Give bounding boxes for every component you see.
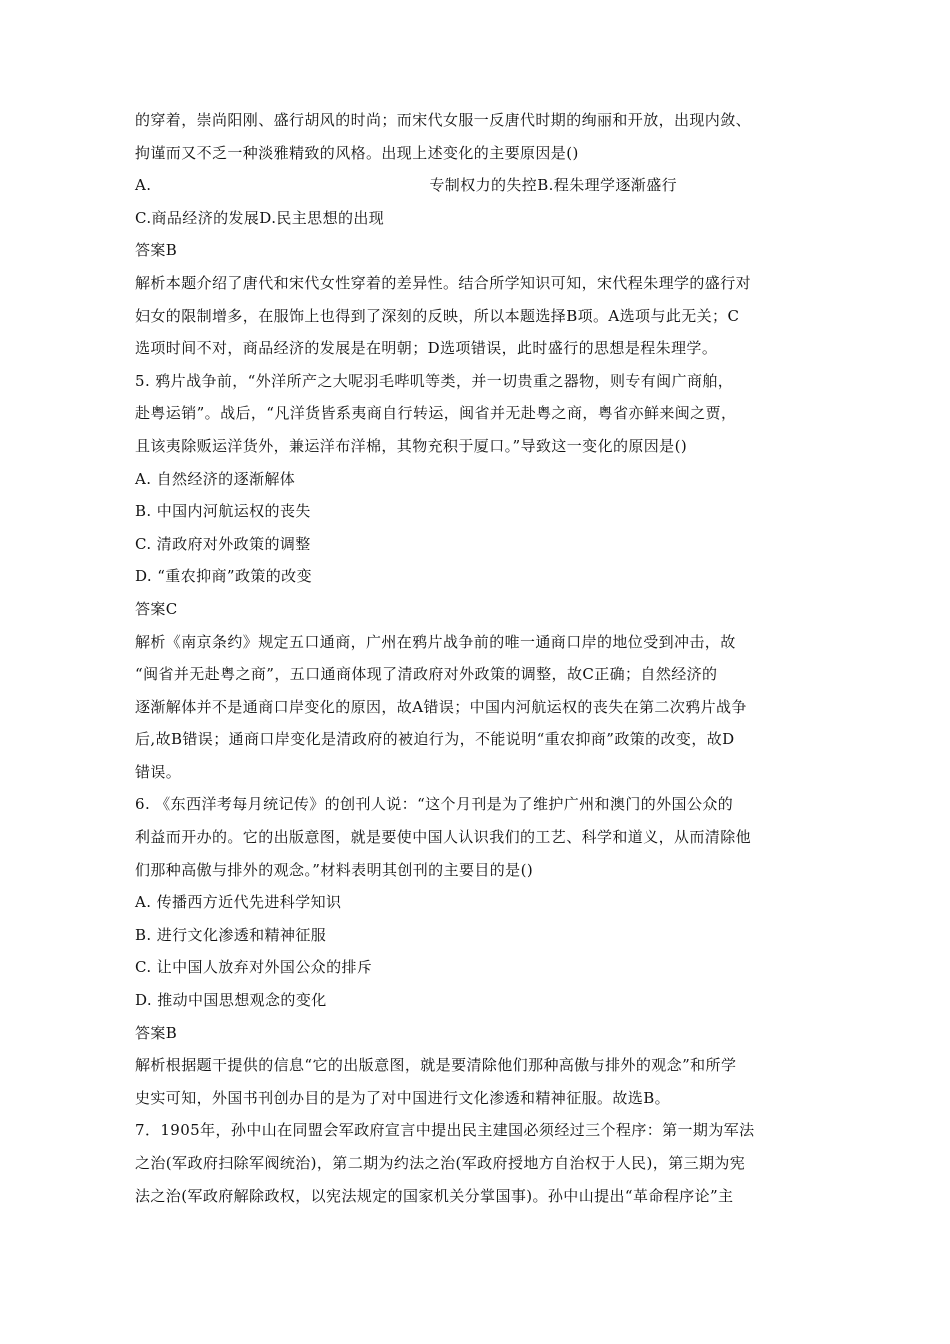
option-line: B. 中国内河航运权的丧失 <box>135 502 311 521</box>
document-body <box>135 104 835 1212</box>
answer-line: 答案B <box>135 241 178 260</box>
question-5-line: 且该夷除贩运洋货外，兼运洋布洋棉，其物充积于厦口。”导致这一变化的原因是() <box>135 436 688 455</box>
analysis-line: 后,故B错误；通商口岸变化是清政府的被迫行为，不能说明“重农抑商”政策的改变，故D <box>135 730 735 749</box>
option-a-label: A. <box>135 176 152 195</box>
analysis-line: 选项时间不对，商品经济的发展是在明朝；D选项错误，此时盛行的思想是程朱理学。 <box>135 339 718 358</box>
analysis-line: 解析本题介绍了唐代和宋代女性穿着的差异性。结合所学知识可知，宋代程朱理学的盛行对 <box>135 273 752 292</box>
option-row-cd: C.商品经济的发展D.民主思想的出现 <box>135 208 385 227</box>
question-7-line: 之治(军政府扫除军阀统治)，第二期为约法之治(军政府授地方自治权于人民)，第三期为宪 <box>135 1154 746 1172</box>
option-line: D. 推动中国思想观念的变化 <box>135 991 327 1010</box>
option-line: A. 自然经济的逐渐解体 <box>135 469 296 488</box>
question-6-line: 们那种高傲与排外的观念。”材料表明其创刊的主要目的是() <box>135 860 534 879</box>
analysis-line: 错误。 <box>135 762 182 781</box>
option-line: C. 清政府对外政策的调整 <box>135 534 311 553</box>
text-line: 的穿着，崇尚阳刚、盛行胡风的时尚；而宋代女服一反唐代时期的绚丽和开放，出现内敛、 <box>135 111 752 129</box>
question-7-line: 法之治(军政府解除政权，以宪法规定的国家机关分掌国事)。孙中山提出“革命程序论”主 <box>135 1186 734 1205</box>
analysis-line: 史实可知，外国书刊创办目的是为了对中国进行文化渗透和精神征服。故选B。 <box>135 1088 671 1107</box>
option-line: C. 让中国人放弃对外国公众的排斥 <box>135 958 373 977</box>
text-line: 拘谨而又不乏一种淡雅精致的风格。出现上述变化的主要原因是() <box>135 143 579 162</box>
question-5-line: 5. 鸦片战争前，“外洋所产之大呢羽毛哔叽等类，并一切贵重之器物，则专有闽广商舶， <box>135 371 734 390</box>
question-6-line: 利益而开办的。它的出版意图，就是要使中国人认识我们的工艺、科学和道义，从而清除他 <box>135 828 752 847</box>
analysis-line: 逐渐解体并不是通商口岸变化的原因，故A错误；中国内河航运权的丧失在第二次鸦片战争 <box>135 697 747 716</box>
option-a-b-text: 专制权力的失控B.程朱理学逐渐盛行 <box>429 176 677 195</box>
question-6-line: 6. 《东西洋考每月统记传》的创刊人说：“这个月刊是为了维护广州和澳门的外国公众的 <box>135 795 734 814</box>
analysis-line: “闽省并无赴粤之商”，五口通商体现了清政府对外政策的调整，故C正确；自然经济的 <box>135 665 718 684</box>
option-line: B. 进行文化渗透和精神征服 <box>135 925 327 944</box>
answer-line: 答案C <box>135 599 178 618</box>
question-5-line: 赴粤运销”。战后，“凡洋货皆系夷商自行转运，闽省并无赴粤之商，粤省亦鲜来闽之贾， <box>135 404 737 423</box>
answer-line: 答案B <box>135 1023 178 1042</box>
option-line: A. 传播西方近代先进科学知识 <box>135 893 342 912</box>
question-7-line: 7．1905年，孙中山在同盟会军政府宣言中提出民主建国必须经过三个程序：第一期为军法 <box>135 1121 755 1140</box>
analysis-line: 解析根据题干提供的信息“它的出版意图，就是要清除他们那种高傲与排外的观念”和所学 <box>135 1056 737 1075</box>
option-line: D. “重农抑商”政策的改变 <box>135 567 312 586</box>
option-row-ab <box>135 169 835 202</box>
analysis-line: 解析《南京条约》规定五口通商，广州在鸦片战争前的唯一通商口岸的地位受到冲击，故 <box>135 632 736 651</box>
analysis-line: 妇女的限制增多，在服饰上也得到了深刻的反映，所以本题选择B项。A选项与此无关；C <box>135 306 740 325</box>
